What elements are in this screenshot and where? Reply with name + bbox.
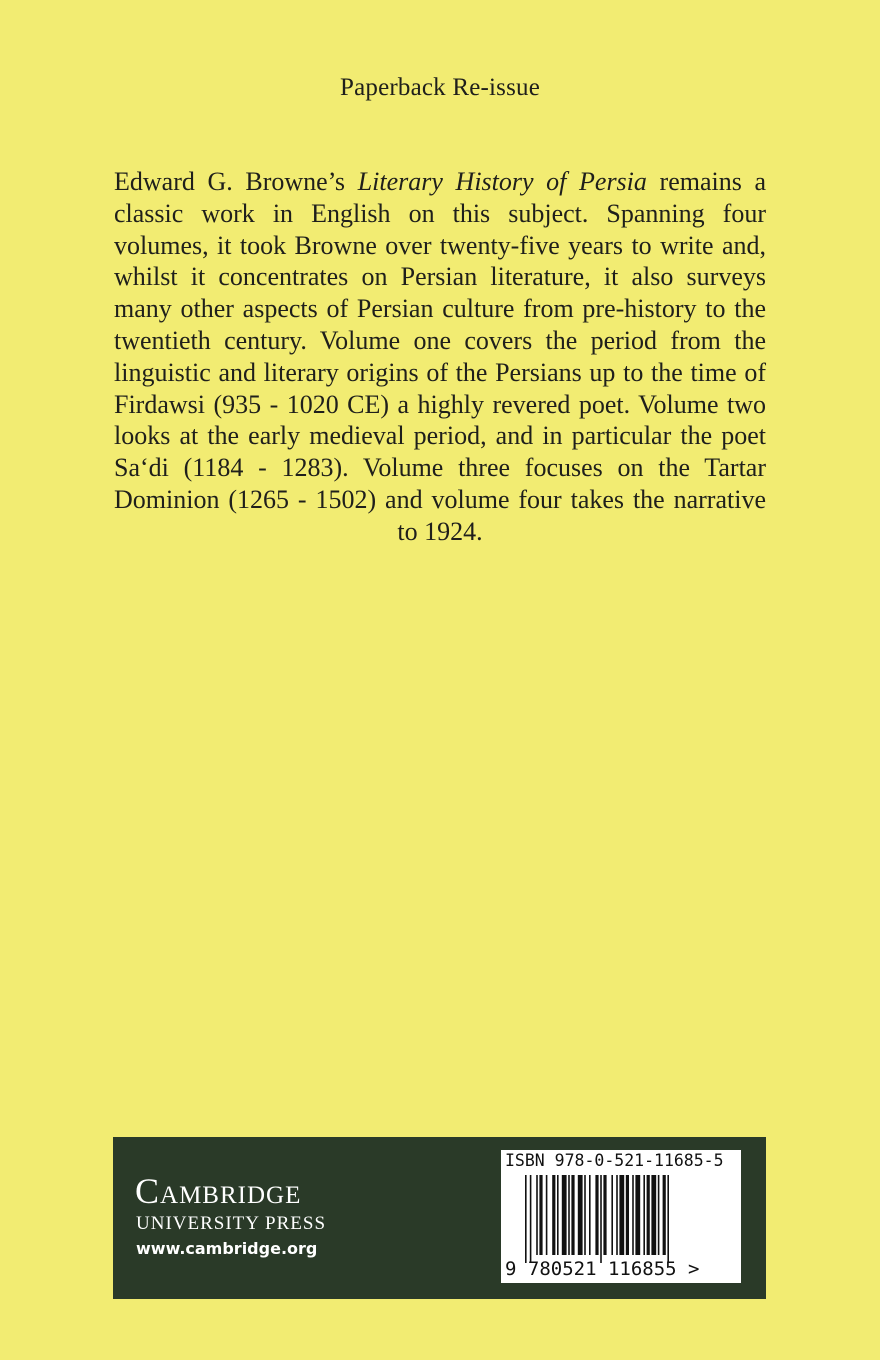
barcode-bar	[568, 1175, 570, 1255]
barcode-bar	[530, 1175, 532, 1263]
barcode-bar	[663, 1175, 666, 1255]
barcode-bar	[647, 1175, 650, 1255]
barcode-bar	[616, 1175, 618, 1255]
description-body: remains a classic work in English on this subject. Spanning four volumes, it took Browne over twenty-five years to write and, whilst it concentrates on Persian literature, it also surveys many other aspects of Persian culture from pre-history to the twentieth century. Volume one covers the period from the linguistic and literary origins of the Persians up to the time of Firdawsi (935 - 1020 CE) a highly revered poet. Volume two looks at the early medieval period, and in particular the poet Sa‘di (1184 - 1283). Volume three focuses on the Tartar Dominion (1265 - 1502) and volume four takes the narrative to 1924.	[114, 167, 767, 546]
barcode-bar	[578, 1175, 583, 1255]
barcode-bar	[600, 1175, 602, 1263]
barcode-bar	[584, 1175, 586, 1255]
barcode	[501, 1150, 741, 1283]
barcode-bar	[571, 1175, 574, 1255]
barcode-bar	[626, 1175, 629, 1255]
barcode-bar	[595, 1175, 598, 1255]
barcode-bar	[539, 1175, 542, 1255]
barcode-bar	[552, 1175, 555, 1255]
book-title: Literary History of Persia	[357, 167, 647, 196]
barcode-bar	[589, 1175, 591, 1255]
publisher-url: www.cambridge.org	[136, 1239, 318, 1258]
publisher-panel	[113, 1137, 766, 1299]
barcode-bar	[643, 1175, 645, 1255]
barcode-bar	[611, 1175, 613, 1255]
author-text: Edward G. Browne’s	[114, 167, 346, 196]
barcode-bar	[603, 1175, 606, 1255]
barcode-bar	[557, 1175, 559, 1255]
barcode-bar	[635, 1175, 640, 1255]
barcode-bar	[546, 1175, 548, 1255]
barcode-bar	[658, 1175, 660, 1255]
barcode-digits: 9 780521 116855 >	[505, 1258, 700, 1280]
barcode-bar	[536, 1175, 538, 1255]
barcode-bar	[525, 1175, 527, 1263]
page-heading: Paperback Re-issue	[339, 74, 541, 101]
barcode-bar	[619, 1175, 624, 1255]
publisher-logo: Cambridge	[135, 1171, 302, 1211]
barcode-bar	[562, 1175, 567, 1255]
barcode-bar	[651, 1175, 656, 1255]
barcode-bar	[632, 1175, 634, 1255]
publisher-subtitle: UNIVERSITY PRESS	[136, 1213, 327, 1234]
barcode-bar	[667, 1175, 669, 1263]
description-text	[114, 166, 766, 548]
isbn-label: ISBN 978-0-521-11685-5	[505, 1151, 724, 1170]
